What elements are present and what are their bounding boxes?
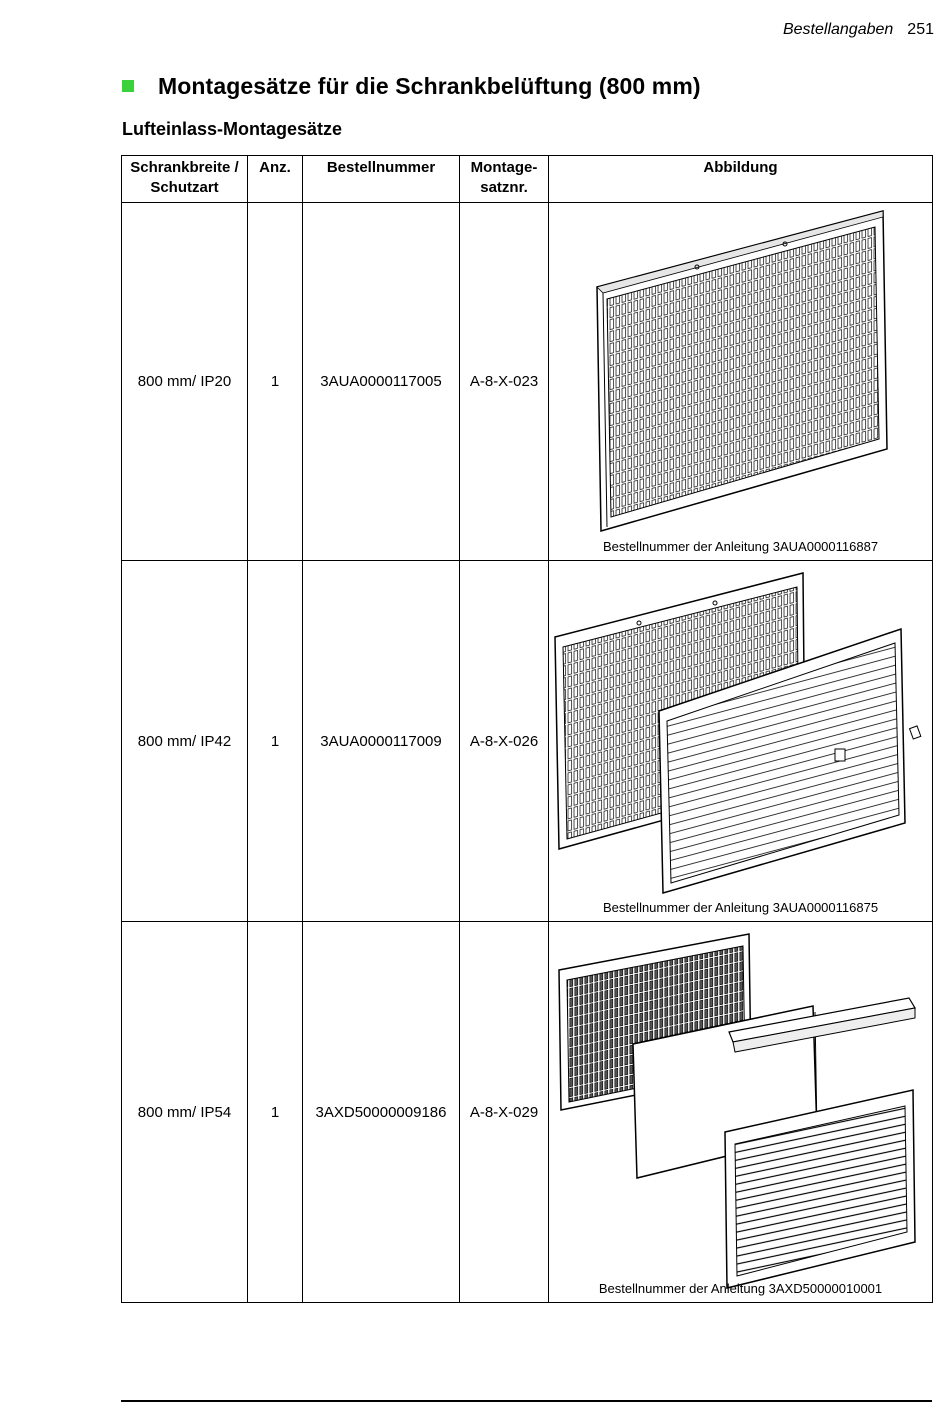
cell-width: 800 mm/ IP54 [122, 922, 248, 1303]
header-section: Bestellangaben [782, 21, 894, 38]
footer-rule [121, 1400, 932, 1402]
cell-kit-number: A-8-X-026 [460, 561, 549, 922]
cell-qty: 1 [248, 203, 303, 561]
table-row [122, 922, 933, 1303]
cell-kit-number: A-8-X-023 [460, 203, 549, 561]
column-header-kit-number: Montage- satznr. [460, 156, 549, 203]
page-title: Montagesätze für die Schrankbelüftung (800 mm) [158, 72, 701, 99]
instruction-caption: Bestellnummer der Anleitung 3AUA0000116887 [602, 539, 879, 554]
parts-table [121, 155, 933, 1303]
bullet-square-icon [122, 80, 134, 92]
running-header [783, 21, 934, 39]
instruction-caption: Bestellnummer der Anleitung 3AUA0000116875 [602, 900, 879, 915]
grille-icon [549, 203, 933, 561]
cell-width: 800 mm/ IP20 [122, 203, 248, 561]
cell-illustration [549, 561, 933, 922]
table-row [122, 203, 933, 561]
cell-qty: 1 [248, 922, 303, 1303]
table-row [122, 561, 933, 922]
cell-kit-number: A-8-X-029 [460, 922, 549, 1303]
grille-louver-icon [549, 561, 933, 922]
cell-qty: 1 [248, 561, 303, 922]
column-header-width: Schrankbreite / Schutzart [122, 156, 248, 203]
cell-width: 800 mm/ IP42 [122, 561, 248, 922]
table-header-row [122, 156, 933, 203]
cell-illustration [549, 203, 933, 561]
instruction-caption: Bestellnummer der Anleitung 3AXD50000010001 [598, 1281, 883, 1296]
grille-filter-louver-icon [549, 922, 933, 1303]
section-title [122, 70, 701, 102]
cell-order-number: 3AUA0000117009 [303, 561, 460, 922]
column-header-qty: Anz. [248, 156, 303, 203]
cell-order-number: 3AUA0000117005 [303, 203, 460, 561]
subsection-title: Lufteinlass-Montagesätze [122, 119, 343, 139]
cell-illustration [549, 922, 933, 1303]
column-header-order-number: Bestellnummer [303, 156, 460, 203]
page-number: 251 [907, 21, 934, 38]
cell-order-number: 3AXD50000009186 [303, 922, 460, 1303]
column-header-illustration: Abbildung [549, 156, 933, 203]
